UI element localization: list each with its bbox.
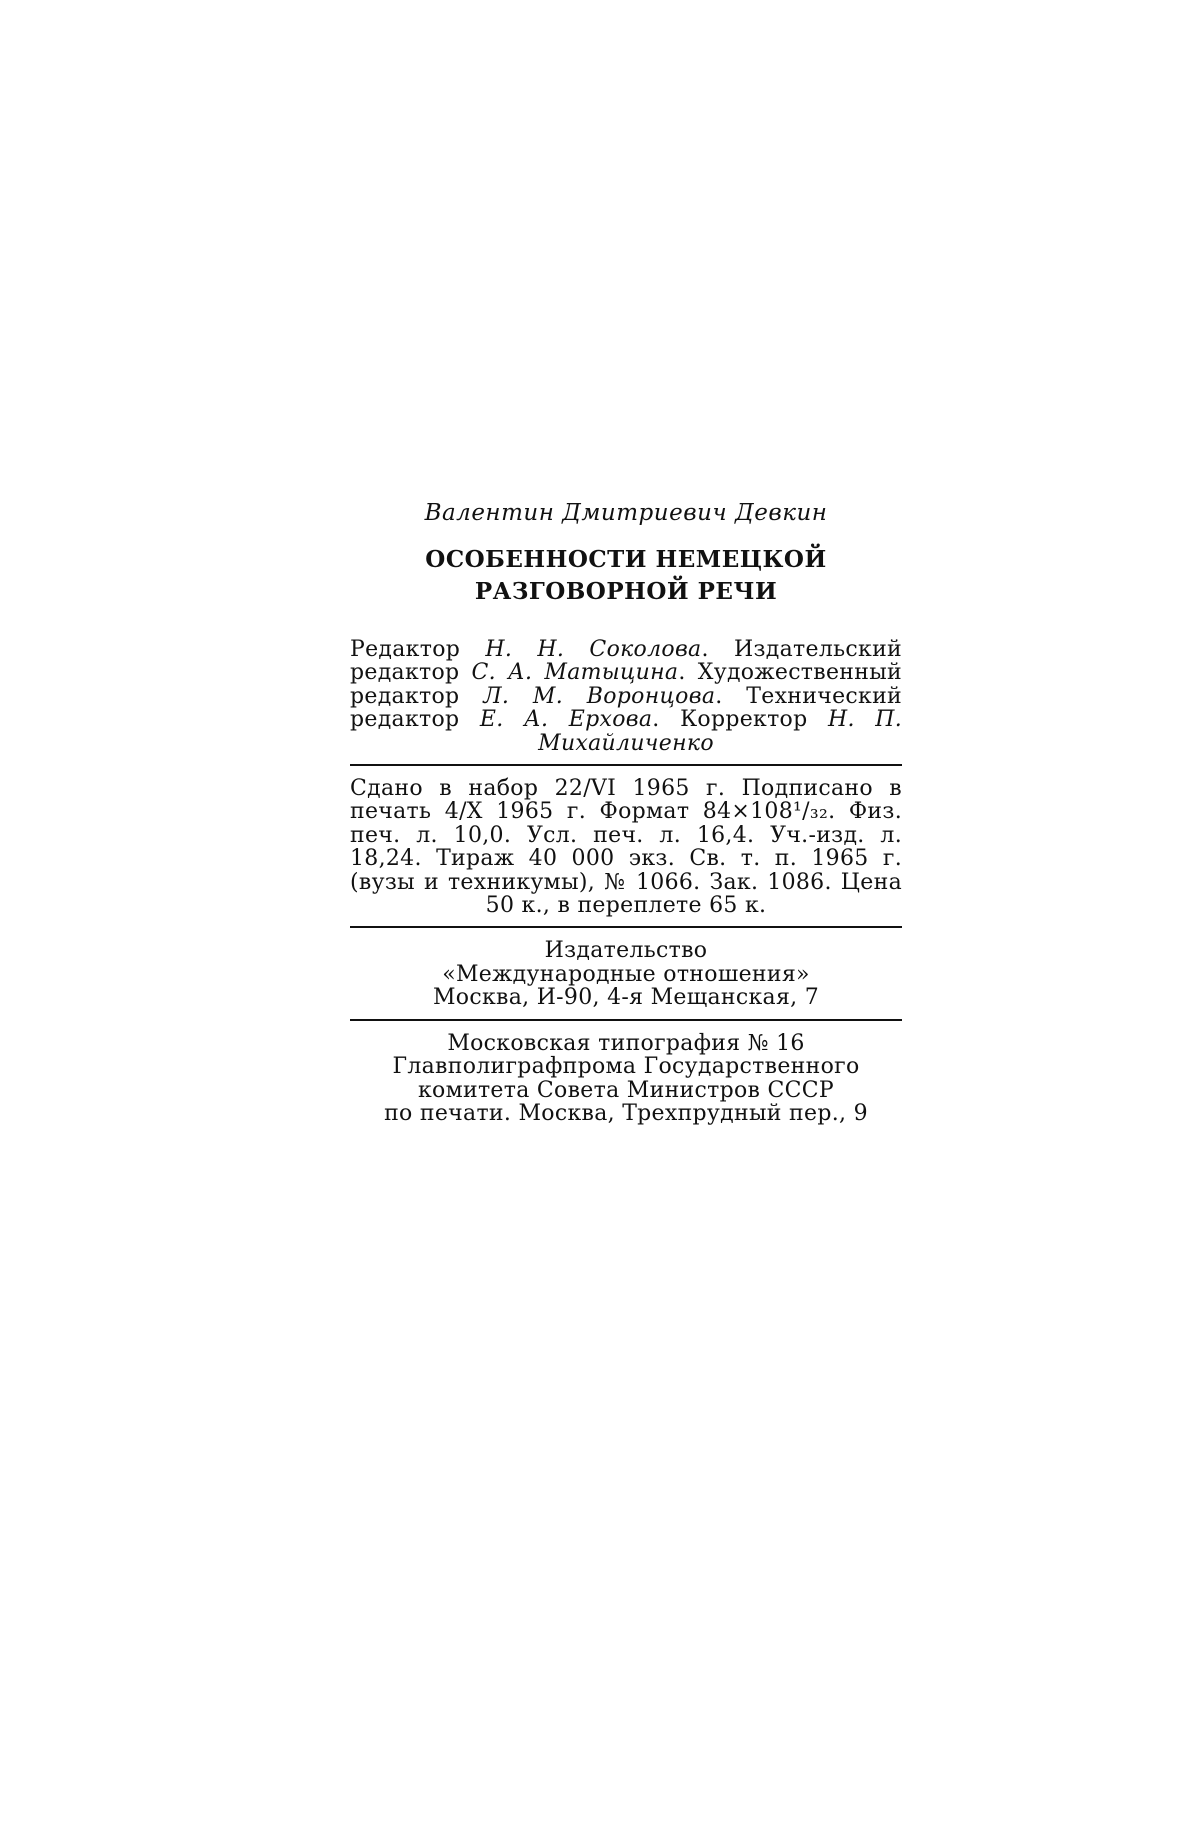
credits-paragraph [350, 638, 902, 755]
print-details-paragraph: Сдано в набор 22/VI 1965 г. Подписано в печать 4/X 1965 г. Формат 84×108¹/₃₂. Физ. печ. л. 10,0. Усл. печ. л. 16,4. Уч.-изд. л. 18,24. Тираж 40 000 экз. Св. т. п. 1965 г. (вузы и техникумы), № 1066. Зак. 1086. Цена 50 к., в переплете 65 к. [350, 776, 902, 919]
printer-line-2: Главполиграфпрома Государственного [392, 1054, 860, 1080]
publisher-line-2: «Международные отношения» [442, 961, 810, 987]
proofreader-name: Н. П. Михайличенко [538, 707, 902, 756]
divider-3 [350, 1019, 902, 1021]
publisher-address: Москва, И-90, 4-я Мещанская, 7 [432, 985, 820, 1011]
art-editor-name: Л. М. Воронцова [483, 683, 716, 709]
editor-name: Н. Н. Соколова [485, 637, 702, 662]
credits-text-5: . Корректор [652, 707, 828, 733]
credits-text-1: Редактор [350, 637, 486, 662]
printer-line-3: комитета Совета Министров СССР [417, 1077, 835, 1103]
colophon [350, 500, 902, 1125]
credits-text-2: . Издательский редактор [350, 637, 902, 686]
book-title-line-1: ОСОБЕННОСТИ НЕМЕЦКОЙ [425, 546, 827, 573]
credits-text-4: . Технический редактор [350, 683, 902, 733]
divider-1 [350, 764, 902, 766]
publisher-block [350, 939, 902, 1009]
divider-2 [350, 926, 902, 928]
book-title-line-2: РАЗГОВОРНОЙ РЕЧИ [474, 578, 778, 605]
printer-line-4: по печати. Москва, Трехпрудный пер., 9 [384, 1100, 868, 1126]
publisher-line-1: Издательство [544, 938, 708, 964]
publishing-editor-name: С. А. Матыцина [471, 660, 679, 686]
author-name: Валентин Дмитриевич Девкин [424, 500, 828, 526]
technical-editor-name: Е. А. Ерхова [479, 707, 653, 733]
credits-text-3: . Художественный редактор [350, 660, 902, 709]
printer-line-1: Московская типография № 16 [447, 1030, 805, 1056]
printer-block [350, 1032, 902, 1126]
book-title [350, 544, 902, 608]
